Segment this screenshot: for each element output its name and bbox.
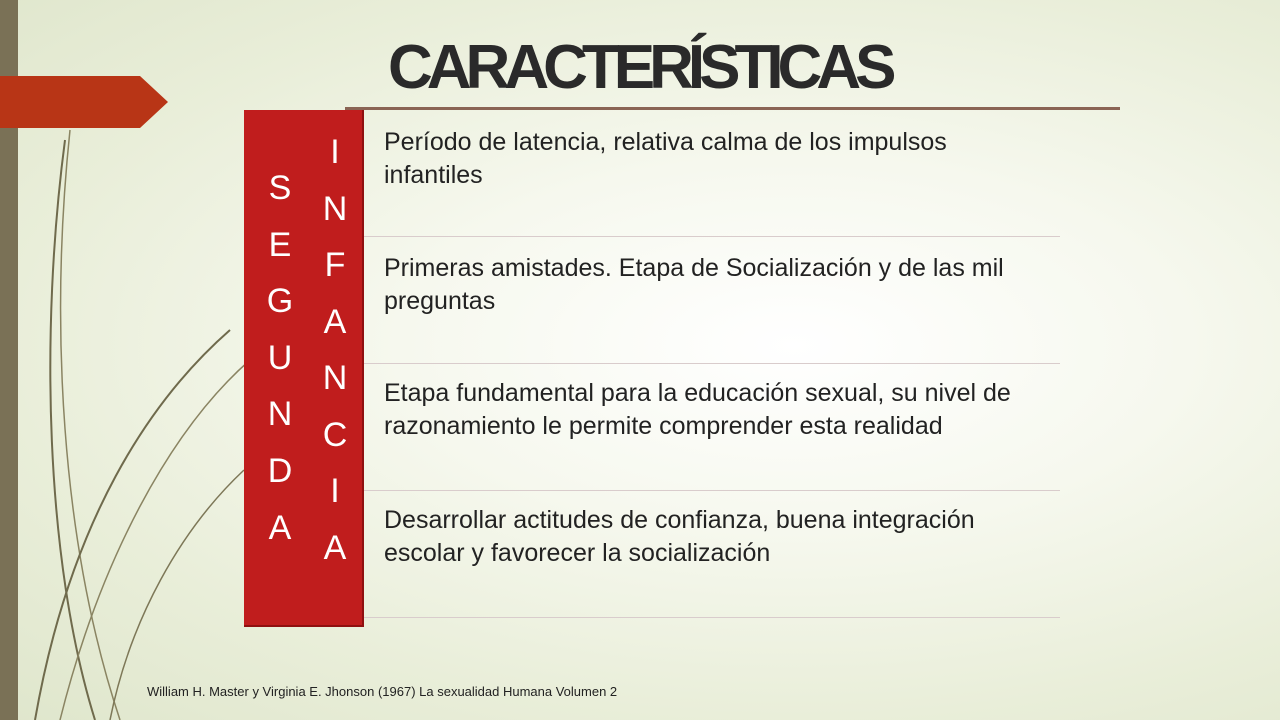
letter: C — [322, 415, 348, 454]
characteristic-text: Primeras amistades. Etapa de Socialización y de las mil preguntas — [384, 254, 1004, 315]
letter: N — [322, 189, 348, 228]
slide-title: CARACTERÍSTICAS — [388, 33, 891, 102]
letter: A — [268, 508, 292, 547]
letter: I — [330, 133, 340, 171]
citation-footnote: William H. Master y Virginia E. Jhonson (1967) La sexualidad Humana Volumen 2 — [147, 684, 618, 699]
characteristic-text: Período de latencia, relativa calma de los impulsos infantiles — [384, 128, 947, 189]
letter: N — [267, 395, 293, 434]
arrow-tab-shape — [0, 76, 170, 128]
characteristic-row-2 — [364, 237, 1060, 364]
letter: N — [322, 359, 348, 397]
letter: D — [267, 451, 293, 490]
vertical-label-infancia — [317, 124, 353, 576]
letter: G — [266, 282, 294, 321]
characteristic-row-1 — [364, 110, 1060, 237]
letter: A — [323, 528, 347, 567]
characteristic-row-3 — [364, 364, 1060, 491]
letter: S — [268, 169, 292, 207]
vertical-label-segunda — [262, 160, 298, 556]
letter: I — [330, 472, 340, 510]
characteristic-row-4 — [364, 491, 1060, 618]
characteristic-text: Etapa fundamental para la educación sexual, su nivel de razonamiento le permite comprender esta realidad — [384, 379, 1011, 440]
characteristic-text: Desarrollar actitudes de confianza, buena integración escolar y favorecer la socialización — [384, 506, 975, 567]
letter: A — [323, 302, 347, 341]
letter: F — [324, 246, 346, 284]
letter: E — [268, 225, 292, 264]
letter: U — [267, 338, 293, 377]
